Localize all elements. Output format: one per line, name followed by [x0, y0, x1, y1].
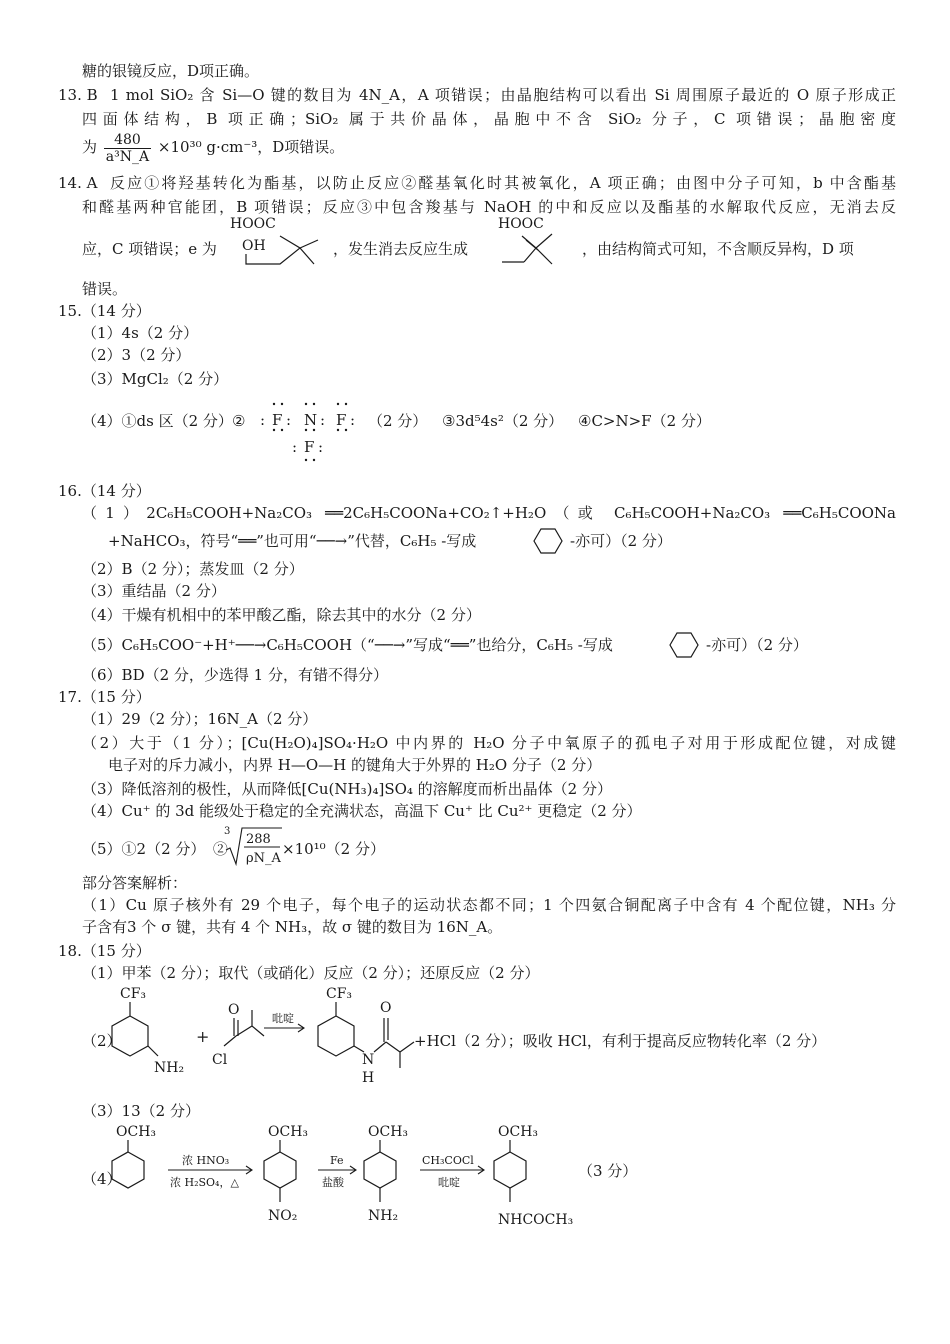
svg-text:H: H: [362, 1070, 375, 1086]
q16-a3: （3）重结晶（2 分）: [82, 582, 226, 600]
q17-a4: （4）Cu⁺ 的 3d 能级处于稳定的全充满状态，高温下 Cu⁺ 比 Cu²⁺ 更稳定（2 分）: [82, 802, 642, 820]
density-fraction: $\frac{480}{\text{a³N\_A}}$: [105, 131, 150, 165]
q18-a1: （1）甲苯（2 分）；取代（或硝化）反应（2 分）；还原反应（2 分）: [82, 964, 540, 982]
svg-text:OCH₃: OCH₃: [368, 1124, 409, 1140]
svg-text:+: +: [196, 1027, 210, 1046]
q17-a2-line1: （2）大于（1 分）；[Cu(H₂O)₄]SO₄·H₂O 中内界的 H₂O 分子中氧原子的孤电子对用于形成配位键，对成键: [82, 734, 896, 752]
q15-a4-d: ④C>N>F（2 分）: [578, 412, 711, 430]
q18-a2-label: （2）: [82, 1032, 122, 1050]
svg-text:F: F: [304, 438, 315, 456]
svg-text:O: O: [380, 1000, 392, 1016]
svg-text::: :: [260, 411, 266, 429]
q15-head: 15.（14 分）: [58, 302, 151, 320]
svg-text:吡啶: 吡啶: [438, 1176, 460, 1189]
q12-tail: 糖的银镜反应，D项正确。: [82, 62, 260, 80]
svg-text:（3 分）: （3 分）: [578, 1162, 638, 1180]
q13-label: 13. B: [58, 86, 98, 104]
q16-a4: （4）干燥有机相中的苯甲酸乙酯，除去其中的水分（2 分）: [82, 606, 481, 624]
svg-text:Fe: Fe: [330, 1154, 344, 1167]
svg-text:盐酸: 盐酸: [322, 1176, 344, 1189]
q14-line1: 反应①将羟基转化为酯基，以防止反应②醛基氧化时其被氧化，A 项正确；由图中分子可知，b 中含酯基: [110, 174, 896, 192]
svg-text:OCH₃: OCH₃: [498, 1124, 539, 1140]
q16-head: 16.（14 分）: [58, 482, 151, 500]
svg-text::: :: [318, 438, 324, 456]
structure-product: [496, 214, 586, 270]
q13-line2: 四面体结构，B 项正确；SiO₂ 属于共价晶体，晶胞中不含 SiO₂ 分子，C 项错误；晶胞密度: [82, 110, 896, 128]
cube-root-expression: [224, 822, 284, 872]
svg-text:NHCOCH₃: NHCOCH₃: [498, 1212, 574, 1228]
q18-a4-label: （4）: [82, 1170, 122, 1188]
svg-text:CH₃COCl: CH₃COCl: [422, 1154, 474, 1167]
q17-a1: （1）29（2 分）；16N_A（2 分）: [82, 710, 318, 728]
svg-text::: :: [292, 438, 298, 456]
q18-head: 18.（15 分）: [58, 942, 151, 960]
svg-text:NO₂: NO₂: [268, 1208, 298, 1224]
structure-e: [228, 214, 328, 270]
q15-a2: （2）3（2 分）: [82, 346, 191, 364]
svg-text:F: F: [336, 411, 347, 429]
svg-text:NH₂: NH₂: [154, 1060, 185, 1076]
svg-text:OH: OH: [242, 238, 266, 254]
q16-a6: （6）BD（2 分，少选得 1 分，有错不得分）: [82, 666, 388, 684]
q17-a2-line2: 电子对的斥力减小，内界 H—O—H 的键角大于外界的 H₂O 分子（2 分）: [108, 756, 602, 774]
svg-text:吡啶: 吡啶: [272, 1012, 294, 1025]
q17-head: 17.（15 分）: [58, 688, 151, 706]
benzene-ring-icon: [528, 526, 568, 556]
svg-text:F: F: [272, 411, 283, 429]
q18-a2-tail: +HCl（2 分）；吸收 HCl，有利于提高反应物转化率（2 分）: [414, 1032, 827, 1050]
q17-analysis-head: 部分答案解析：: [82, 874, 188, 892]
q18-a3: （3）13（2 分）: [82, 1102, 200, 1120]
q17-analysis-line2: 子含有3 个 σ 键，共有 4 个 NH₃，故 σ 键的数目为 16N_A。: [82, 918, 503, 936]
svg-text:浓 HNO₃: 浓 HNO₃: [182, 1154, 230, 1167]
svg-text:N: N: [362, 1052, 375, 1068]
q14-line3a: 应，C 项错误；e 为: [82, 240, 217, 258]
q14-line2: 和醛基两种官能团，B 项错误；反应③中包含羧基与 NaOH 的中和反应以及酯基的水解取代反应，无消去反: [82, 198, 896, 216]
svg-text:OCH₃: OCH₃: [268, 1124, 309, 1140]
svg-text:OCH₃: OCH₃: [116, 1124, 157, 1140]
q17-analysis-line1: （1）Cu 原子核外有 29 个电子，每个电子的运动状态都不同；1 个四氨合铜配离子中含有 4 个配位键，NH₃ 分: [82, 896, 896, 914]
q16-a2: （2）B（2 分）；蒸发皿（2 分）: [82, 560, 304, 578]
q16-a5b: -亦可）（2 分）: [706, 636, 808, 654]
svg-text:HOOC: HOOC: [498, 216, 544, 232]
q15-a4-c: ③3d⁵4s²（2 分）: [442, 412, 564, 430]
svg-text:CF₃: CF₃: [120, 986, 147, 1002]
q16-a1-line2b: -亦可）（2 分）: [570, 532, 672, 550]
q17-a3: （3）降低溶剂的极性，从而降低[Cu(NH₃)₄]SO₄ 的溶解度而析出晶体（2 分）: [82, 780, 612, 798]
svg-text:NH₂: NH₂: [368, 1208, 399, 1224]
svg-text:Cl: Cl: [212, 1052, 228, 1068]
benzene-ring-icon: [664, 630, 704, 660]
q16-a1-line2a: +NaHCO₃，符号“══”也可用“──→”代替，C₆H₅ -写成: [108, 532, 477, 550]
q15-a4-points: （2 分）: [368, 412, 428, 430]
q14-line4: 错误。: [82, 280, 128, 298]
q15-a4-circle: ②: [232, 412, 246, 430]
q16-a1-line1: （1）2C₆H₅COOH+Na₂CO₃ ══2C₆H₅COONa+CO₂↑+H₂O（或 C₆H₅COOH+Na₂CO₃ ══C₆H₅COONa: [82, 504, 896, 522]
q15-a3: （3）MgCl₂（2 分）: [82, 370, 229, 388]
svg-text:O: O: [228, 1002, 240, 1018]
q16-a5a: （5）C₆H₅COO⁻+H⁺──→C₆H₅COOH（“──→”写成“══”也给分，C₆H₅ -写成: [82, 636, 613, 654]
svg-text:浓 H₂SO₄，△: 浓 H₂SO₄，△: [170, 1176, 239, 1189]
q13-line1: 1 mol SiO₂ 含 Si—O 键的数目为 4N_A，A 项错误；由晶胞结构可以看出 Si 周围原子最近的 O 原子形成正: [110, 86, 896, 104]
svg-text:CF₃: CF₃: [326, 986, 353, 1002]
svg-text:3: 3: [224, 826, 231, 837]
svg-text:HOOC: HOOC: [230, 216, 276, 232]
synthesis-route-scheme: [100, 1120, 660, 1235]
q14-line3b: ，发生消去反应生成: [333, 240, 469, 258]
q15-a4-pre: （4）①ds 区（2 分）: [82, 412, 233, 430]
svg-text:N: N: [304, 411, 318, 429]
q14-line3c: ，由结构简式可知，不含顺反异构，D 项: [582, 240, 854, 258]
q15-a1: （1）4s（2 分）: [82, 324, 199, 342]
q13-line3: 为 $\frac{480}{\text{a³N\_A}}$ ×10³⁰ g·cm⁻³，D项错误。: [82, 131, 345, 165]
svg-text::: :: [320, 411, 326, 429]
svg-text:ρN_A: ρN_A: [246, 851, 281, 866]
svg-text:288: 288: [246, 832, 271, 847]
svg-text::: :: [286, 411, 292, 429]
q14-label: 14. A: [58, 174, 98, 192]
svg-text::: :: [350, 411, 356, 429]
q17-a5a: （5）①2（2 分） ②: [82, 840, 228, 858]
nf3-lewis-structure: [252, 392, 372, 472]
q17-a5b: ×10¹⁰（2 分）: [282, 840, 385, 858]
